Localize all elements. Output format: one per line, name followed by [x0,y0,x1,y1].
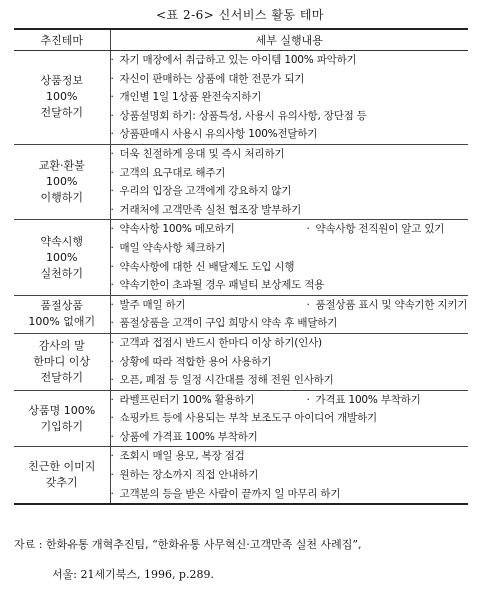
detail-line [111,353,469,372]
detail-text: 발주 매일 하기 [119,298,186,311]
detail-item [111,488,341,500]
detail-line [111,428,469,447]
detail-line [111,314,469,333]
detail-item [111,296,307,315]
bullet-mark: · [110,450,114,463]
detail-cell [110,51,468,145]
bullet-mark: · [110,185,114,198]
bullet-mark: · [110,54,114,66]
table-row [14,390,468,447]
table-row [14,447,468,504]
theme-text: 전달하기 [40,370,83,384]
bullet-mark: · [110,469,114,482]
table-row [14,295,468,333]
theme-cell [14,333,110,390]
detail-line [111,334,469,353]
bullet-mark: · [110,72,114,85]
detail-line [111,70,469,89]
theme-text: 이행하기 [40,191,83,205]
detail-line [111,51,469,70]
detail-item [111,279,325,291]
header-theme: 추진테마 [14,29,110,51]
detail-item [111,110,367,122]
detail-line [111,296,469,315]
detail-text: 품절상품을 고객이 구입 희망시 약속 후 배달하기 [119,317,338,330]
activity-theme-table [14,28,468,505]
detail-line [111,276,469,295]
detail-cell [110,447,468,504]
detail-item [111,450,245,462]
table-row [14,51,468,145]
theme-text: 갖추기 [45,476,78,490]
detail-text: 오픈, 폐점 등 일정 시간대를 정해 전원 인사하기 [119,374,334,387]
header-details: 세부 실행내용 [110,29,468,51]
detail-line [111,409,469,428]
detail-item [111,337,322,349]
theme-text: 100% [46,90,78,104]
bullet-mark: · [110,223,114,236]
detail-cell [110,295,468,333]
detail-line [111,239,469,258]
bullet-mark: · [110,203,114,216]
detail-line [111,125,469,144]
theme-cell [14,295,110,333]
detail-text: 약속사항 전직원이 알고 있기 [315,223,445,236]
theme-cell [14,51,110,145]
theme-text: 100% [46,250,78,264]
detail-item [111,148,285,160]
table-caption: <표 2-6> 신서비스 활동 테마 [155,8,325,22]
detail-item [307,220,445,239]
detail-line [111,485,469,504]
detail-line [111,88,469,107]
theme-text: 품절상품 [40,299,83,313]
theme-text: 감사의 말 [38,338,85,352]
detail-text: 자기 매장에서 취급하고 있는 아이템 100% 파악하기 [119,54,357,66]
theme-text: 한마디 이상 [33,354,91,368]
theme-text: 친근한 이미지 [28,460,96,474]
source-line-2: 서울: 21세기북스, 1996, p.289. [52,568,214,581]
bullet-mark: · [110,91,114,104]
detail-text: 조회시 매일 용모, 복장 점검 [119,450,245,463]
detail-text: 상품판매시 사용시 유의사항 100%전달하기 [119,128,318,141]
detail-item [307,296,468,315]
bullet-mark: · [110,317,114,330]
bullet-mark: · [110,430,114,443]
detail-text: 약속기한이 초과될 경우 패널티 보상제도 적용 [119,279,325,292]
detail-line [111,447,469,466]
detail-item [111,356,272,368]
detail-line [111,220,469,239]
detail-text: 품절상품 표시 및 약속기한 지키기 [315,298,468,311]
theme-text: 교환·환불 [38,159,85,173]
source-line-1: 자료 : 한화유통 개혁추진팀, “한화유통 사무혁신·고객만족 실천 사례집”, [14,538,362,551]
detail-item [111,374,334,386]
detail-cell [110,144,468,219]
theme-text: 상품정보 [40,74,83,88]
detail-line [111,466,469,485]
detail-item [111,391,307,410]
detail-item [111,54,357,66]
detail-line [111,107,469,126]
detail-item [111,167,226,179]
bullet-mark: · [110,279,114,292]
theme-text: 100% [46,175,78,189]
detail-line [111,258,469,277]
theme-cell [14,390,110,447]
detail-text: 쇼핑카트 등에 사용되는 부착 보조도구 아이디어 개발하기 [119,412,377,425]
detail-line [111,371,469,390]
detail-text: 라벨프린터기 100% 활용하기 [119,393,255,406]
detail-item [111,73,305,85]
detail-item [111,469,259,481]
source-note [14,530,361,590]
detail-text: 자신이 판매하는 상품에 대한 전문가 되기 [119,72,305,85]
bullet-mark: · [110,147,114,160]
detail-text: 우리의 입장을 고객에게 강요하지 않기 [119,185,292,198]
bullet-mark: · [306,393,310,406]
detail-text: 개인별 1일 1상품 완전숙지하기 [119,91,262,104]
detail-line [111,164,469,183]
detail-item [111,91,262,103]
theme-text: 기입하기 [40,419,83,433]
detail-text: 원하는 장소까지 직접 안내하기 [119,469,259,482]
bullet-mark: · [110,487,114,500]
table-body [14,51,468,505]
bullet-mark: · [110,336,114,349]
detail-line [111,391,469,410]
detail-text: 더욱 친절하게 응대 및 즉시 처리하기 [119,147,285,160]
detail-text: 상품설명회 하기: 상품특성, 사용시 유의사항, 장단점 등 [119,109,367,122]
bullet-mark: · [306,223,310,236]
detail-text: 거래처에 고객만족 실천 협조장 발부하기 [119,203,302,216]
bullet-mark: · [110,260,114,273]
detail-item [111,431,258,443]
detail-cell [110,390,468,447]
theme-text: 100% 없애기 [28,315,96,329]
detail-text: 고객의 요구대로 해주기 [119,166,226,179]
table-row [14,144,468,219]
table-row [14,333,468,390]
bullet-mark: · [110,241,114,254]
detail-text: 고객과 접점시 반드시 한마디 이상 하기(인사) [119,336,322,349]
detail-text: 약속사항에 대한 신 배달제도 도입 시행 [119,260,295,273]
bullet-mark: · [110,298,114,311]
bullet-mark: · [306,298,310,311]
theme-text: 상품명 100% [28,403,96,417]
detail-text: 상품에 가격표 100% 부착하기 [119,430,258,443]
theme-cell [14,447,110,504]
table-header-row [14,29,468,51]
bullet-mark: · [110,412,114,425]
detail-item [111,412,377,424]
bullet-mark: · [110,374,114,387]
detail-item [111,242,226,254]
detail-line [111,201,469,220]
theme-cell [14,220,110,295]
bullet-mark: · [110,128,114,141]
detail-item [111,220,307,239]
detail-item [111,317,338,329]
bullet-mark: · [110,393,114,406]
detail-text: 고객분의 등을 받은 사람이 끝까지 일 마무리 하기 [119,487,341,500]
detail-text: 가격표 100% 부착하기 [315,393,421,406]
detail-text: 매일 약속사항 체크하기 [119,241,226,254]
bullet-mark: · [110,355,114,368]
detail-item [307,391,421,410]
detail-text: 약속사항 100% 메모하기 [119,223,235,236]
detail-item [111,185,292,197]
detail-item [111,204,302,216]
detail-line [111,182,469,201]
theme-text: 약속시행 [40,234,83,248]
detail-cell [110,333,468,390]
theme-cell [14,144,110,219]
bullet-mark: · [110,109,114,122]
detail-item [111,261,295,273]
bullet-mark: · [110,166,114,179]
detail-item [111,128,318,140]
detail-text: 상황에 따라 적합한 용어 사용하기 [119,355,272,368]
detail-cell [110,220,468,295]
theme-text: 실천하기 [40,266,83,280]
theme-text: 전달하기 [40,106,83,120]
detail-line [111,145,469,164]
table-row [14,220,468,295]
